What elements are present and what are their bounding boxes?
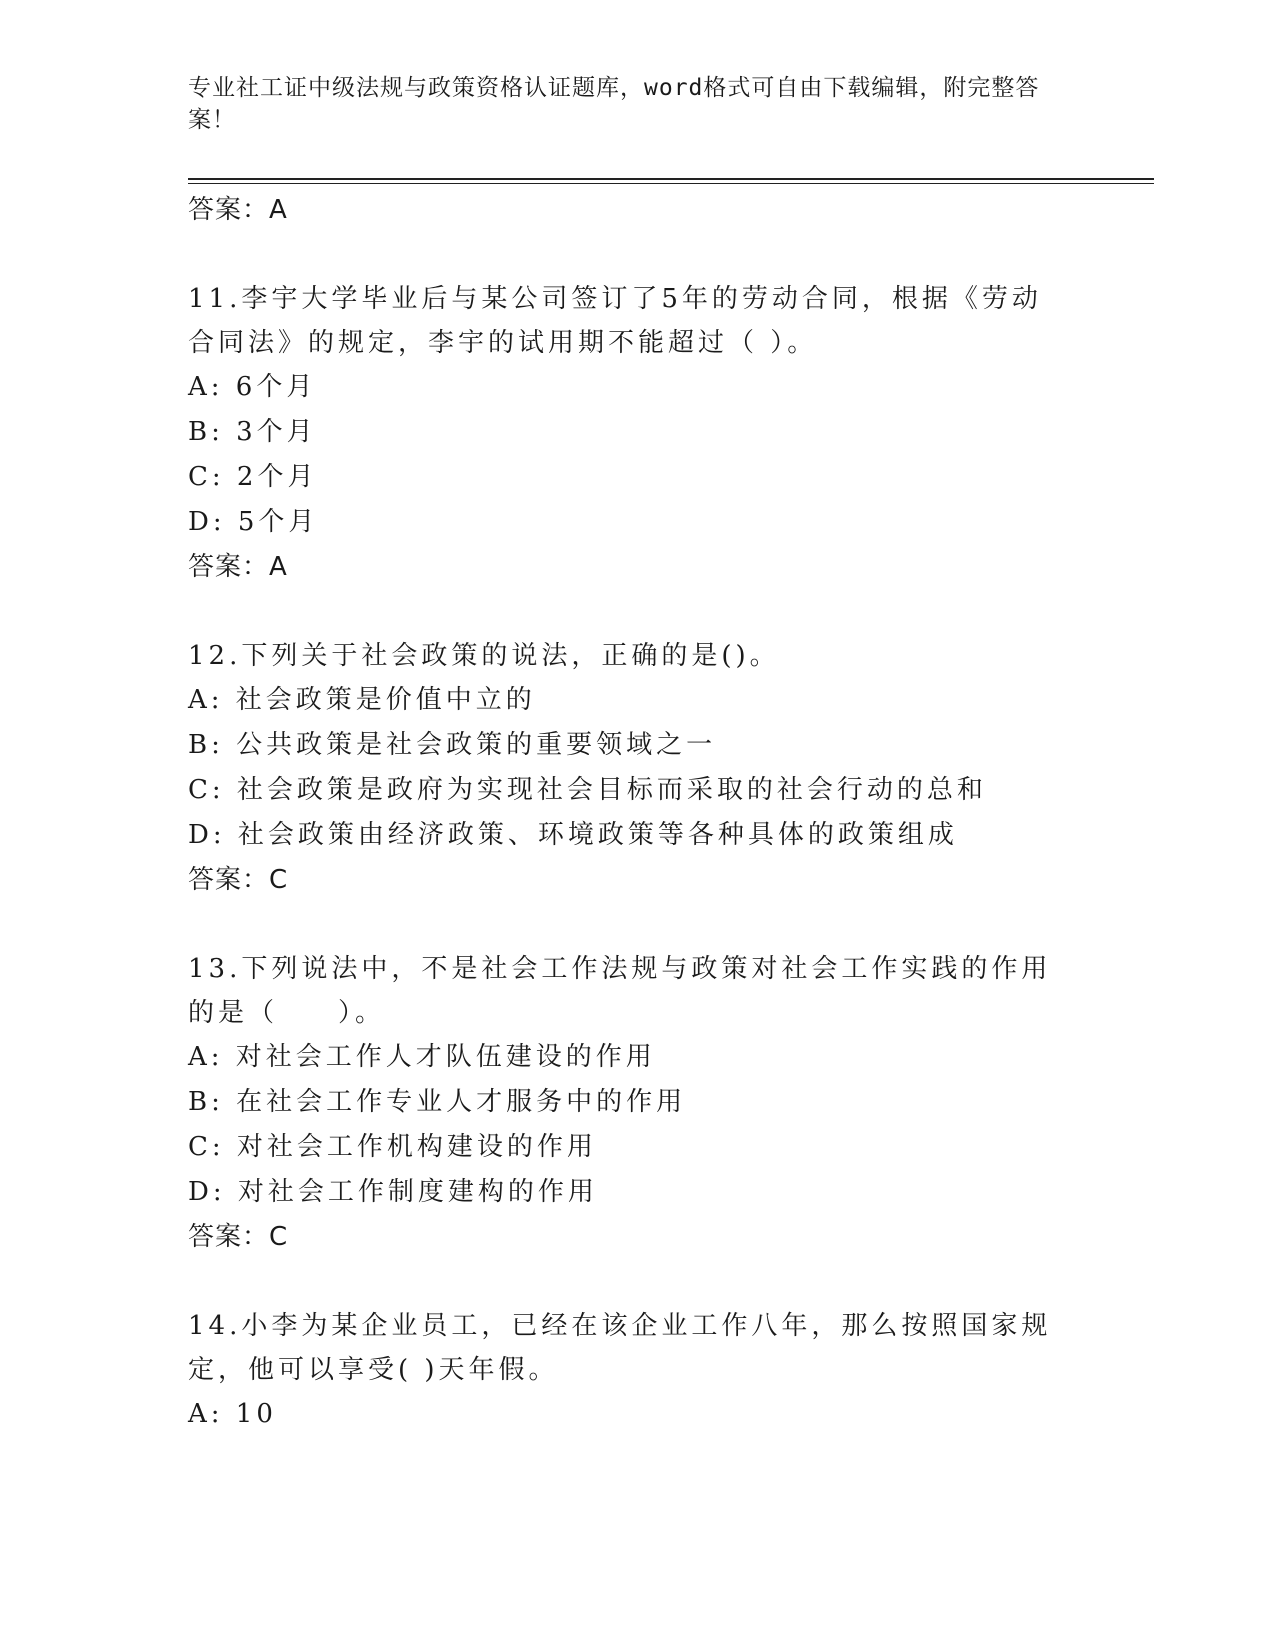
question-13 (188, 947, 1088, 1260)
page-header: 专业社工证中级法规与政策资格认证题库，word格式可自由下载编辑，附完整答案！ (188, 75, 1040, 133)
question-12 (188, 634, 1088, 903)
previous-answer: 答案：A (188, 195, 288, 225)
answer: 答案：A (188, 552, 288, 582)
question-11 (188, 277, 1088, 590)
option-b: B: 在社会工作专业人才服务中的作用 (188, 1087, 687, 1117)
spacer (188, 903, 1088, 947)
option-d: D: 对社会工作制度建构的作用 (188, 1177, 598, 1207)
question-stem: 14.小李为某企业员工，已经在该企业工作八年，那么按照国家规定，他可以享受( )天年假。 (188, 1311, 1052, 1385)
question-stem: 13.下列说法中，不是社会工作法规与政策对社会工作实践的作用的是（ ）。 (188, 954, 1052, 1028)
option-b: B: 公共政策是社会政策的重要领域之一 (188, 730, 717, 760)
question-list (188, 188, 1088, 1437)
question-14 (188, 1304, 1088, 1437)
option-d: D: 社会政策由经济政策、环境政策等各种具体的政策组成 (188, 820, 958, 850)
option-a: A: 社会政策是价值中立的 (188, 685, 536, 715)
option-a: A: 6个月 (188, 372, 317, 402)
spacer (188, 233, 1088, 277)
header-divider-thin (188, 183, 1154, 184)
option-d: D: 5个月 (188, 507, 319, 537)
option-c: C: 对社会工作机构建设的作用 (188, 1132, 597, 1162)
answer: 答案：C (188, 1222, 289, 1252)
option-c: C: 社会政策是政府为实现社会目标而采取的社会行动的总和 (188, 775, 987, 805)
option-a: A: 对社会工作人才队伍建设的作用 (188, 1042, 656, 1072)
option-c: C: 2个月 (188, 462, 318, 492)
option-a: A: 10 (188, 1399, 277, 1429)
question-stem: 11.李宇大学毕业后与某公司签订了5年的劳动合同，根据《劳动合同法》的规定，李宇的试用期不能超过（ ）。 (188, 284, 1042, 358)
spacer (188, 590, 1088, 634)
answer: 答案：C (188, 865, 289, 895)
option-b: B: 3个月 (188, 417, 317, 447)
header-divider-thick (188, 178, 1154, 180)
spacer (188, 1260, 1088, 1304)
question-stem: 12.下列关于社会政策的说法，正确的是()。 (188, 641, 780, 671)
